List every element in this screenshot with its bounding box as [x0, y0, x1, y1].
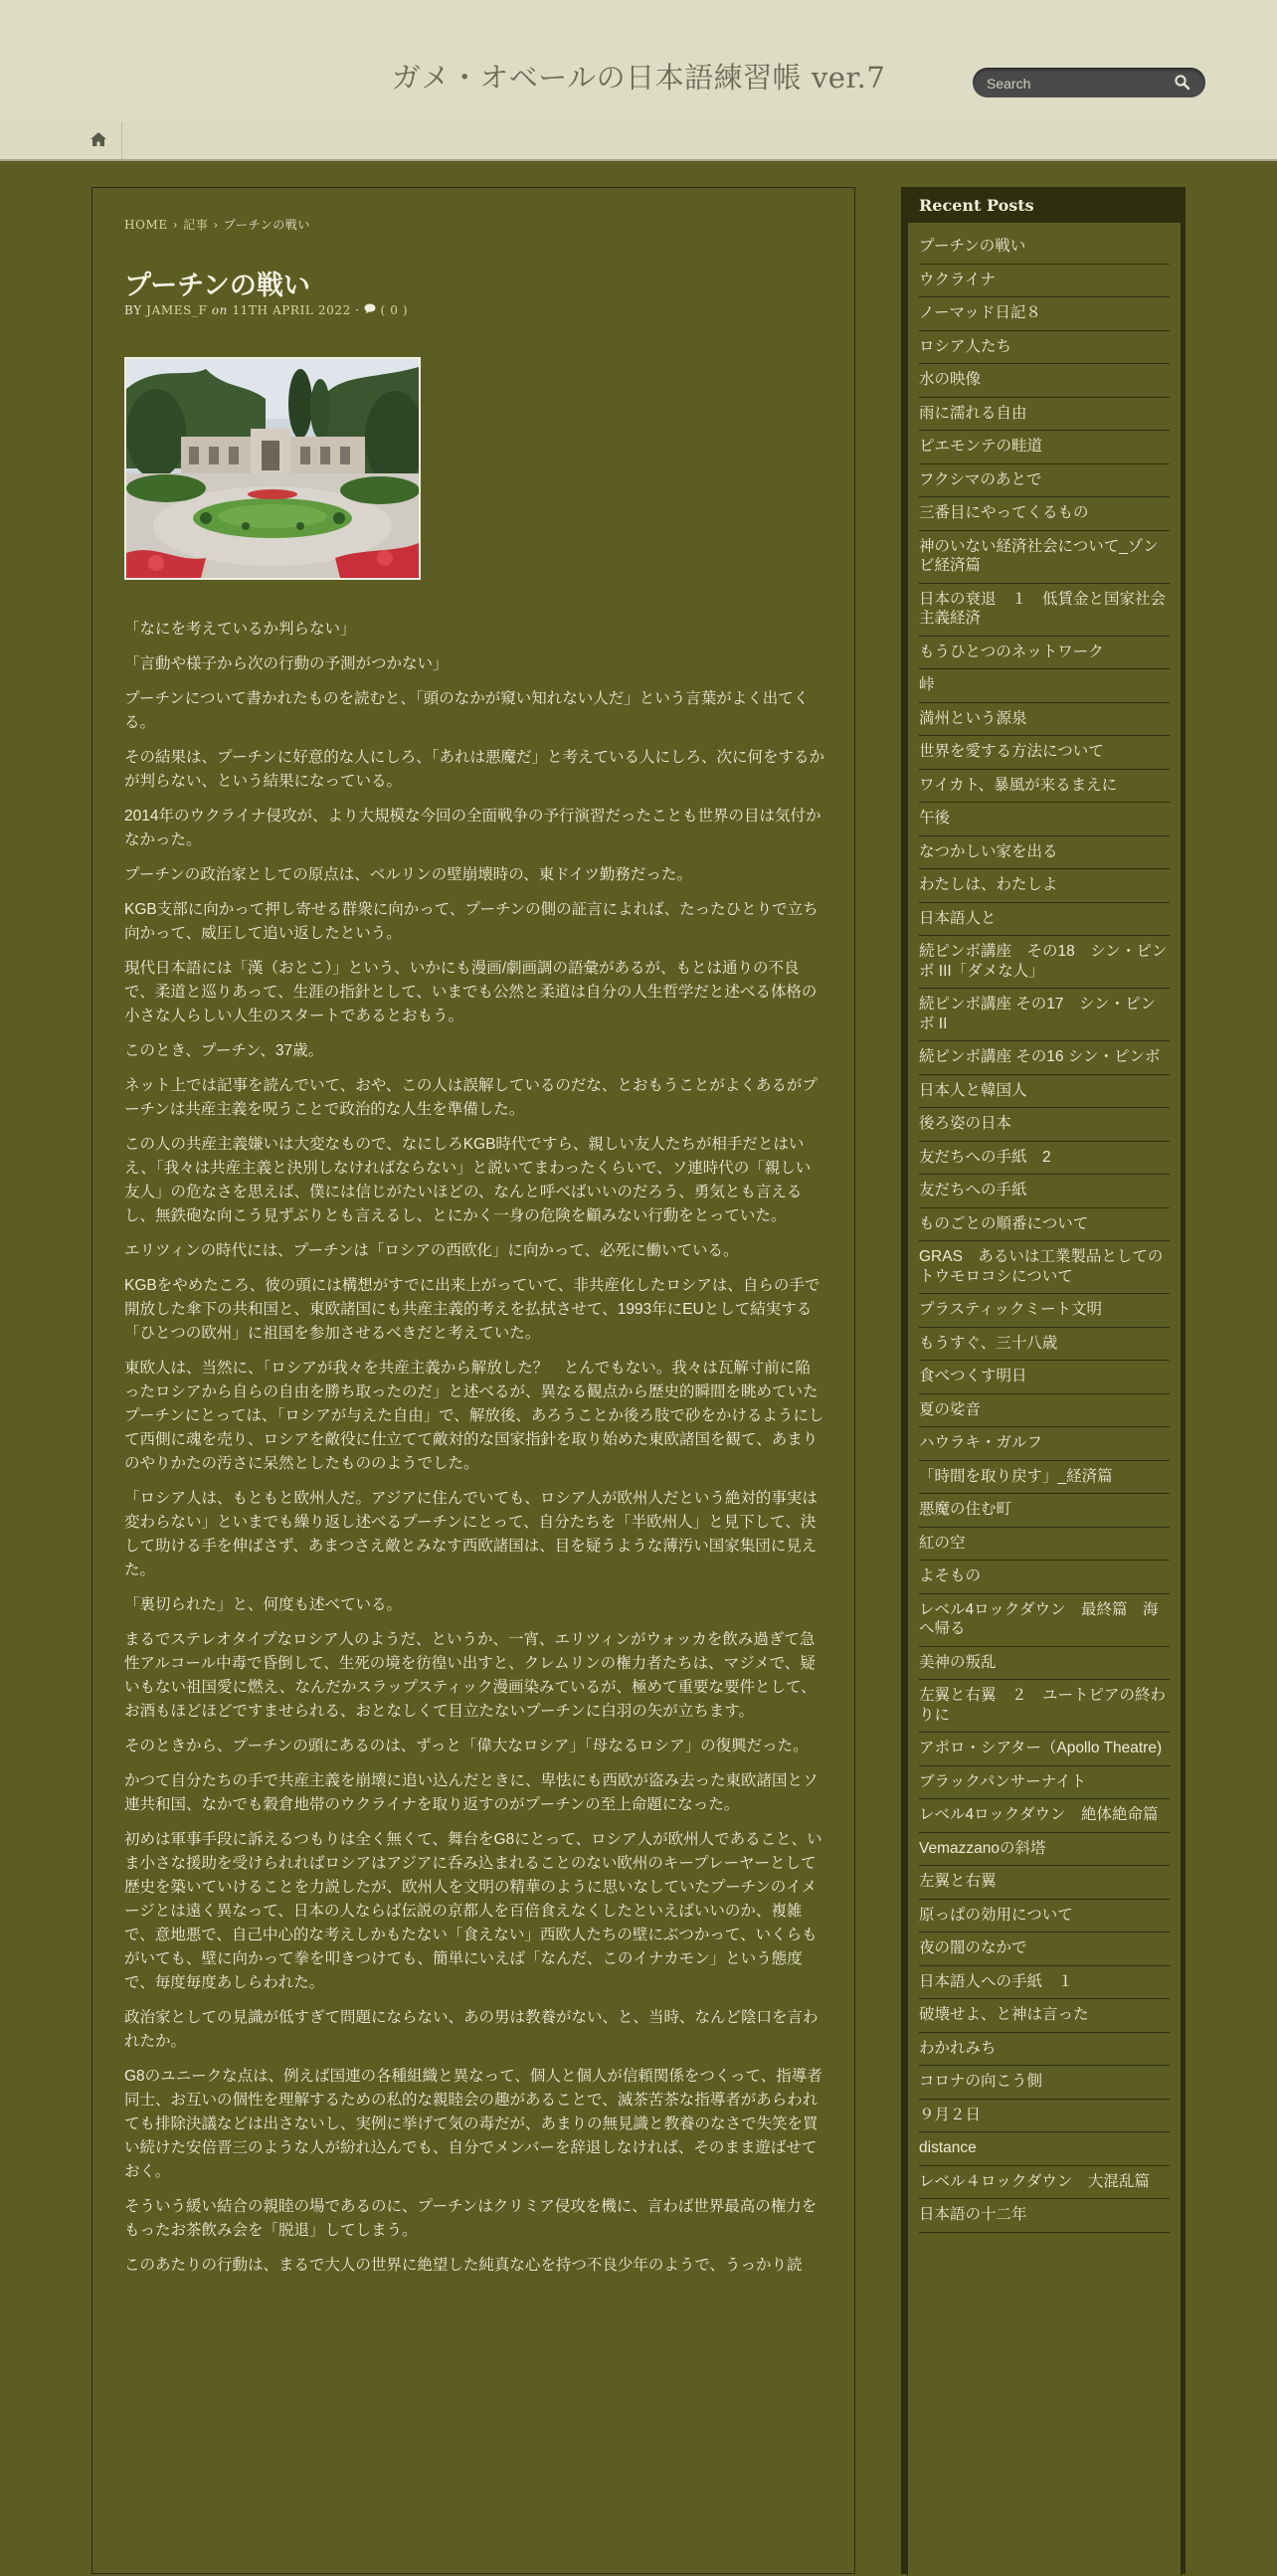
sidebar-post-link[interactable]: 日本語人への手紙 １: [919, 1972, 1074, 1990]
sidebar-post-link[interactable]: GRAS あるいは工業製品としてのトウモロコシについて: [919, 1248, 1164, 1285]
sidebar-post-item: [919, 584, 1170, 637]
sidebar-post-link[interactable]: 左翼と右翼 ２ ユートピアの終わりに: [919, 1687, 1167, 1724]
sidebar-post-item: [919, 803, 1170, 836]
recent-posts-list: [919, 231, 1170, 2233]
sidebar-post-item: [919, 297, 1170, 331]
paragraph: ネット上では記事を読んでいて、おや、この人は誤解しているのだな、とおもうことがよくあるがプーチンは共産主義を呪うことで政治的な人生を準備した。: [124, 1077, 818, 1118]
sidebar-post-link[interactable]: もうすぐ、三十八歳: [919, 1334, 1058, 1352]
sidebar-post-link[interactable]: ワイカト、暴風が来るまえに: [919, 776, 1118, 794]
sidebar-post-link[interactable]: ロシア人たち: [919, 337, 1012, 355]
sidebar-post-link[interactable]: 「時間を取り戻す」_経済篇: [919, 1467, 1113, 1485]
sidebar-post-item: [919, 2033, 1170, 2067]
meta-dot: ·: [355, 303, 360, 317]
meta-on: on: [211, 303, 229, 317]
sidebar-post-item: [919, 1108, 1170, 1142]
sidebar-post-link[interactable]: ものごとの順番について: [919, 1214, 1089, 1232]
recent-posts-widget: [907, 189, 1182, 2576]
sidebar-post-link[interactable]: よそもの: [919, 1567, 982, 1584]
sidebar-post-link[interactable]: ブラックパンサーナイト: [919, 1772, 1087, 1790]
sidebar-post-item: [919, 669, 1170, 703]
sidebar-post-link[interactable]: 続ピンボ講座 その18 シン・ピンボ III「ダメな人」: [919, 943, 1168, 980]
sidebar-post-link[interactable]: 左翼と右翼: [919, 1873, 997, 1890]
search-input[interactable]: [985, 72, 1158, 95]
sidebar-post-link[interactable]: レベル４ロックダウン 大混乱篇: [919, 2172, 1150, 2190]
sidebar-post-item: [919, 464, 1170, 498]
sidebar-post-item: [919, 1175, 1170, 1208]
sidebar-post-item: [919, 398, 1170, 432]
sidebar-post-item: [919, 2132, 1170, 2166]
sidebar-post-link[interactable]: 美神の叛乱: [919, 1653, 997, 1671]
paragraph: このとき、プーチン、37歳。: [124, 1042, 324, 1059]
sidebar-post-item: [919, 736, 1170, 770]
sidebar-post-link[interactable]: 続ピンボ講座 その16 シン・ピンボ: [919, 1048, 1161, 1065]
sidebar-post-link[interactable]: 食べつくす明日: [919, 1368, 1027, 1384]
sidebar-post-link[interactable]: コロナの向こう側: [919, 2073, 1043, 2090]
paragraph: 「言動や様子から次の行動の予測がつかない」: [124, 655, 449, 672]
comments-count: ( 0 ): [380, 303, 409, 317]
paragraph: KGB支部に向かって押し寄せる群衆に向かって、プーチンの側の証言によれば、たったひとりで立ち向かって、威圧して追い返したという。: [124, 901, 819, 942]
sidebar-post-item: [919, 703, 1170, 737]
paragraph: 「裏切られた」と、何度も述べている。: [124, 1596, 403, 1613]
sidebar: [901, 187, 1186, 2574]
sidebar-post-item: [919, 1528, 1170, 1562]
breadcrumb-separator: ›: [172, 218, 179, 232]
sidebar-post-item: [919, 1561, 1170, 1594]
page-title: プーチンの戦い: [124, 271, 310, 301]
sidebar-post-item: [919, 1833, 1170, 1867]
article-container: [91, 187, 855, 2574]
sidebar-post-item: [919, 1208, 1170, 1242]
author-link[interactable]: JAMES_F: [146, 303, 208, 317]
sidebar-post-item: [919, 265, 1170, 298]
sidebar-post-link[interactable]: わかれみち: [919, 2039, 997, 2057]
featured-image[interactable]: [124, 357, 421, 580]
sidebar-post-link[interactable]: 破壊せよ、と神は言った: [919, 2006, 1089, 2023]
sidebar-post-item: [919, 1427, 1170, 1461]
paragraph: 現代日本語には「漢（おとこ）」という、いかにも漫画/劇画調の語彙があるが、もとは通りの不良で、柔道と巡りあって、生涯の指針として、いまでも公然と柔道は自分の人生哲学だと述べる体格の小さな人らしい人生のスタートであるとおもう。: [124, 960, 818, 1024]
sidebar-post-item: [919, 936, 1170, 989]
paragraph: まるでステレオタイプなロシア人のようだ、というか、一宵、エリツィンがウォッカを飲み過ぎて急性アルコール中毒で昏倒して、生死の境を彷徨い出すと、クレムリンの権力者たちは、マジメで、疑いもない祖国愛に燃え、なんだかスラップスティック漫画染みているが、極めて重要な要件として、お酒もほどほどですませられる、おとなしくて目立たないプーチンに白羽の矢が立ちます。: [124, 1631, 817, 1720]
sidebar-post-item: [919, 1647, 1170, 1681]
breadcrumb-current: プーチンの戦い: [223, 218, 311, 232]
sidebar-post-link[interactable]: もうひとつのネットワーク: [919, 643, 1104, 660]
sidebar-post-link[interactable]: 水の映像: [919, 371, 982, 388]
sidebar-post-item: [919, 637, 1170, 670]
sidebar-post-item: [919, 1733, 1170, 1766]
paragraph: KGBをやめたころ、彼の頭には構想がすでに出来上がっていて、非共産化したロシアは、自らの手で開放した傘下の共和国と、東欧諸国にも共産主義的考えを払拭させて、1993年にEUとして結実する「ひとつの欧州」に祖国を参加させるべきだと考えていた。: [124, 1277, 821, 1342]
paragraph: プーチンについて書かれたものを読むと、「頭のなかが窺い知れない人だ」という言葉がよく出てくる。: [124, 690, 810, 731]
sidebar-post-link[interactable]: 神のいない経済社会について_ゾンビ経済篇: [919, 537, 1159, 574]
sidebar-post-link[interactable]: 日本語の十二年: [919, 2206, 1027, 2223]
sidebar-post-link[interactable]: 紅の空: [919, 1534, 966, 1552]
sidebar-post-link[interactable]: なつかしい家を出る: [919, 842, 1058, 860]
meta-by: BY: [124, 303, 142, 317]
site-title[interactable]: ガメ・オベールの日本語練習帳 ver.7: [391, 61, 886, 94]
sidebar-post-item: [919, 1766, 1170, 1800]
sidebar-post-item: [919, 1241, 1170, 1294]
paragraph: このあたりの行動は、まるで大人の世界に絶望した純真な心を持つ不良少年のようで、うっかり読: [124, 2257, 803, 2274]
comment-icon: [364, 303, 376, 314]
sidebar-post-link[interactable]: 友だちへの手紙 2: [919, 1148, 1051, 1166]
sidebar-post-link[interactable]: ピエモンテの畦道: [919, 438, 1043, 455]
search-box[interactable]: [973, 68, 1205, 97]
sidebar-post-link[interactable]: Vemazzanoの斜塔: [919, 1839, 1046, 1857]
sidebar-post-link[interactable]: フクシマのあとで: [919, 470, 1042, 488]
home-button[interactable]: [76, 121, 122, 159]
sidebar-post-item: [919, 431, 1170, 464]
sidebar-post-link[interactable]: レベル4ロックダウン 最終篇 海へ帰る: [919, 1600, 1159, 1637]
sidebar-post-item: [919, 231, 1170, 265]
sidebar-post-item: [919, 1075, 1170, 1109]
sidebar-post-link[interactable]: 峠: [919, 676, 935, 693]
sidebar-post-link[interactable]: 日本の衰退 １ 低賃金と国家社会主義経済: [919, 590, 1167, 627]
paragraph: 「ロシア人は、もともと欧州人だ。アジアに住んでいても、ロシア人が欧州人だという絶対的事実は変わらない」といまでも繰り返し述べるプーチンにとって、自分たちを「半欧州人」と見下して、決して助ける手を伸ばさず、あまつさえ敵とみなす西欧諸国は、目を疑うような薄汚い国家集団に見えた。: [124, 1490, 818, 1578]
sidebar-post-link[interactable]: 雨に濡れる自由: [919, 404, 1027, 422]
sidebar-post-link[interactable]: ノーマッド日記８: [919, 304, 1041, 321]
post-content: [124, 618, 825, 2289]
sidebar-post-item: [919, 1394, 1170, 1428]
sidebar-post-item: [919, 1932, 1170, 1966]
sidebar-post-link[interactable]: 午後: [919, 810, 951, 827]
paragraph: 政治家としての見識が低すぎて問題にならない、あの男は教養がない、と、当時、なんど陰口を言われたか。: [124, 2009, 819, 2050]
sidebar-post-item: [919, 1142, 1170, 1176]
sidebar-post-item: [919, 1294, 1170, 1328]
breadcrumb-separator: ›: [213, 218, 219, 232]
breadcrumb: [124, 216, 310, 233]
sidebar-post-link[interactable]: 友だちへの手紙: [919, 1182, 1027, 1198]
paragraph: そのときから、プーチンの頭にあるのは、ずっと「偉大なロシア」「母なるロシア」の復興だった。: [124, 1738, 809, 1754]
home-icon: [90, 131, 107, 147]
post-date-link[interactable]: 11TH APRIL 2022: [232, 303, 351, 317]
sidebar-post-link[interactable]: 日本人と韓国人: [919, 1081, 1027, 1099]
sidebar-post-link[interactable]: わたしは、わたしよ: [919, 876, 1058, 893]
paragraph: 「なにを考えているか判らない」: [124, 621, 356, 638]
sidebar-post-link[interactable]: 満州という源泉: [919, 709, 1027, 727]
sidebar-post-link[interactable]: 後ろ姿の日本: [919, 1115, 1012, 1132]
sidebar-post-item: [919, 331, 1170, 365]
sidebar-post-link[interactable]: レベル4ロックダウン 絶体絶命篇: [919, 1806, 1159, 1823]
breadcrumb-home[interactable]: HOME: [124, 218, 168, 232]
sidebar-post-item: [919, 1494, 1170, 1528]
post-meta: [124, 303, 408, 317]
sidebar-post-link[interactable]: プーチンの戦い: [919, 238, 1026, 255]
sidebar-post-item: [919, 1328, 1170, 1362]
sidebar-post-link[interactable]: 続ピンボ講座 その17 シン・ピンボ II: [919, 996, 1157, 1032]
paragraph: G8のユニークな点は、例えば国連の各種組織と異なって、個人と個人が信頼関係をつくって、指導者同士、お互いの個性を理解するための私的な親睦会の趣があることで、滅茶苦茶な指導者があらわれても排除決議などは出さないし、実例に挙げて気の毒だが、あまりの無見識と教養のなさで失笑を買い続けた安倍晋三のような人が紛れ込んでも、自分でメンバーを辞退しなければ、そのまま遊ばせておく。: [124, 2068, 822, 2180]
sidebar-post-item: [919, 1799, 1170, 1833]
sidebar-post-item: [919, 531, 1170, 584]
sidebar-post-item: [919, 2100, 1170, 2133]
sidebar-post-item: [919, 1361, 1170, 1394]
sidebar-post-item: [919, 903, 1170, 937]
sidebar-post-link[interactable]: プラスティックミート文明: [919, 1301, 1102, 1318]
sidebar-post-item: [919, 1866, 1170, 1900]
sidebar-post-link[interactable]: distance: [919, 2139, 977, 2156]
sidebar-post-link[interactable]: 原っぱの効用について: [919, 1906, 1073, 1924]
sidebar-post-link[interactable]: ウクライナ: [919, 271, 997, 288]
sidebar-post-item: [919, 869, 1170, 903]
sidebar-post-item: [919, 2199, 1170, 2233]
paragraph: 東欧人は、当然に、「ロシアが我々を共産主義から解放した？ とんでもない。我々は瓦解寸前に陥ったロシアから自らの自由を勝ち取ったのだ」と述べるが、異なる観点から歴史的瞬間を眺めていたプーチンにとっては、「ロシアが与えた自由」で、解放後、あろうことか後ろ肢で砂をかけるようにして西側に魂を売り、ロシアを敵役に仕立てて敵対的な国家指針を取り始めた東欧諸国を観て、あまりのやりかたの汚さに呆然としたもののようでした。: [124, 1360, 824, 1472]
comments-link[interactable]: [364, 303, 408, 317]
sidebar-post-item: [919, 1966, 1170, 2000]
sidebar-post-link[interactable]: 日本語人と: [919, 909, 997, 927]
search-icon[interactable]: [1174, 74, 1191, 92]
sidebar-post-link[interactable]: 夜の闇のなかで: [919, 1939, 1027, 1956]
paragraph: 初めは軍事手段に訴えるつもりは全く無くて、舞台をG8にとって、ロシア人が欧州人であること、いま小さな援助を受けられればロシアはアジアに呑み込まれることのない欧州のキープレーヤーとして歴史を築いていけることを力説したが、欧州人を文明の精華のように思いなしていたプーチンのイメージとは遠く異なって、日本の人ならば伝説の京都人を百倍食えなくしたといえばいいのか、複雑で、意地悪で、自己中心的な考えしかもたない「食えない」西欧人たちの壁にぶつかって、いくらもがいても、壁に向かって拳を叩きつけても、簡単にいえば「なんだ、このイナカモン」という態度で、毎度毎度あしらわれた。: [124, 1831, 822, 1991]
sidebar-post-item: [919, 1680, 1170, 1733]
sidebar-post-item: [919, 1594, 1170, 1647]
site-header: [0, 0, 1277, 122]
paragraph: かつて自分たちの手で共産主義を崩壊に追い込んだときに、卑怯にも西欧が盗み去った東欧諸国とソ連共和国、なかでも穀倉地帯のウクライナを取り返すのがプーチンの至上命題になった。: [124, 1772, 819, 1813]
sidebar-post-item: [919, 2066, 1170, 2100]
sidebar-post-item: [919, 1999, 1170, 2033]
sidebar-post-item: [919, 989, 1170, 1041]
sidebar-post-link[interactable]: 三番目にやってくるもの: [919, 504, 1089, 521]
breadcrumb-category[interactable]: 記事: [183, 218, 209, 232]
nav-bar: [0, 121, 1277, 161]
paragraph: この人の共産主義嫌いは大変なもので、なにしろKGB時代ですら、親しい友人たちが相手だとはいえ、「我々は共産主義と決別しなければならない」と説いてまわったくらいで、ソ連時代の「親しい友人」の危なさを思えば、僕には信じがたいほどの、なんと呼べばいいのだろう、勇気とも言えるし、無鉄砲な向こう見ずぶりとも言えるし、とにかく一身の危険を顧みない行動をとっていた。: [124, 1136, 812, 1224]
paragraph: その結果は、プーチンに好意的な人にしろ、「あれは悪魔だ」と考えている人にしろ、次に何をするかが判らない、という結果になっている。: [124, 749, 825, 790]
sidebar-post-link[interactable]: 悪魔の住む町: [919, 1501, 1012, 1518]
sidebar-post-link[interactable]: 世界を愛する方法について: [919, 743, 1104, 760]
sidebar-post-link[interactable]: ９月２日: [919, 2106, 982, 2123]
sidebar-post-item: [919, 770, 1170, 804]
sidebar-post-item: [919, 497, 1170, 531]
sidebar-post-item: [919, 1900, 1170, 1933]
paragraph: そういう緩い結合の親睦の場であるのに、プーチンはクリミア侵攻を機に、言わば世界最高の権力をもったお茶飲み会を「脱退」してしまう。: [124, 2198, 818, 2239]
sidebar-post-item: [919, 836, 1170, 870]
sidebar-post-link[interactable]: 夏の娑音: [919, 1400, 982, 1418]
recent-posts-heading: Recent Posts: [908, 189, 1181, 223]
paragraph: プーチンの政治家としての原点は、ベルリンの壁崩壊時の、東ドイツ勤務だった。: [124, 866, 692, 883]
sidebar-post-link[interactable]: ハウラキ・ガルフ: [919, 1434, 1043, 1451]
paragraph: 2014年のウクライナ侵攻が、より大規模な今回の全面戦争の予行演習だったことも世界の目は気付かなかった。: [124, 808, 821, 848]
sidebar-post-item: [919, 1461, 1170, 1495]
sidebar-post-item: [919, 1041, 1170, 1075]
sidebar-post-item: [919, 364, 1170, 398]
paragraph: エリツィンの時代には、プーチンは「ロシアの西欧化」に向かって、必死に働いている。: [124, 1242, 739, 1259]
sidebar-post-link[interactable]: アポロ・シアター（Apollo Theatre): [919, 1740, 1163, 1756]
sidebar-post-item: [919, 2166, 1170, 2200]
